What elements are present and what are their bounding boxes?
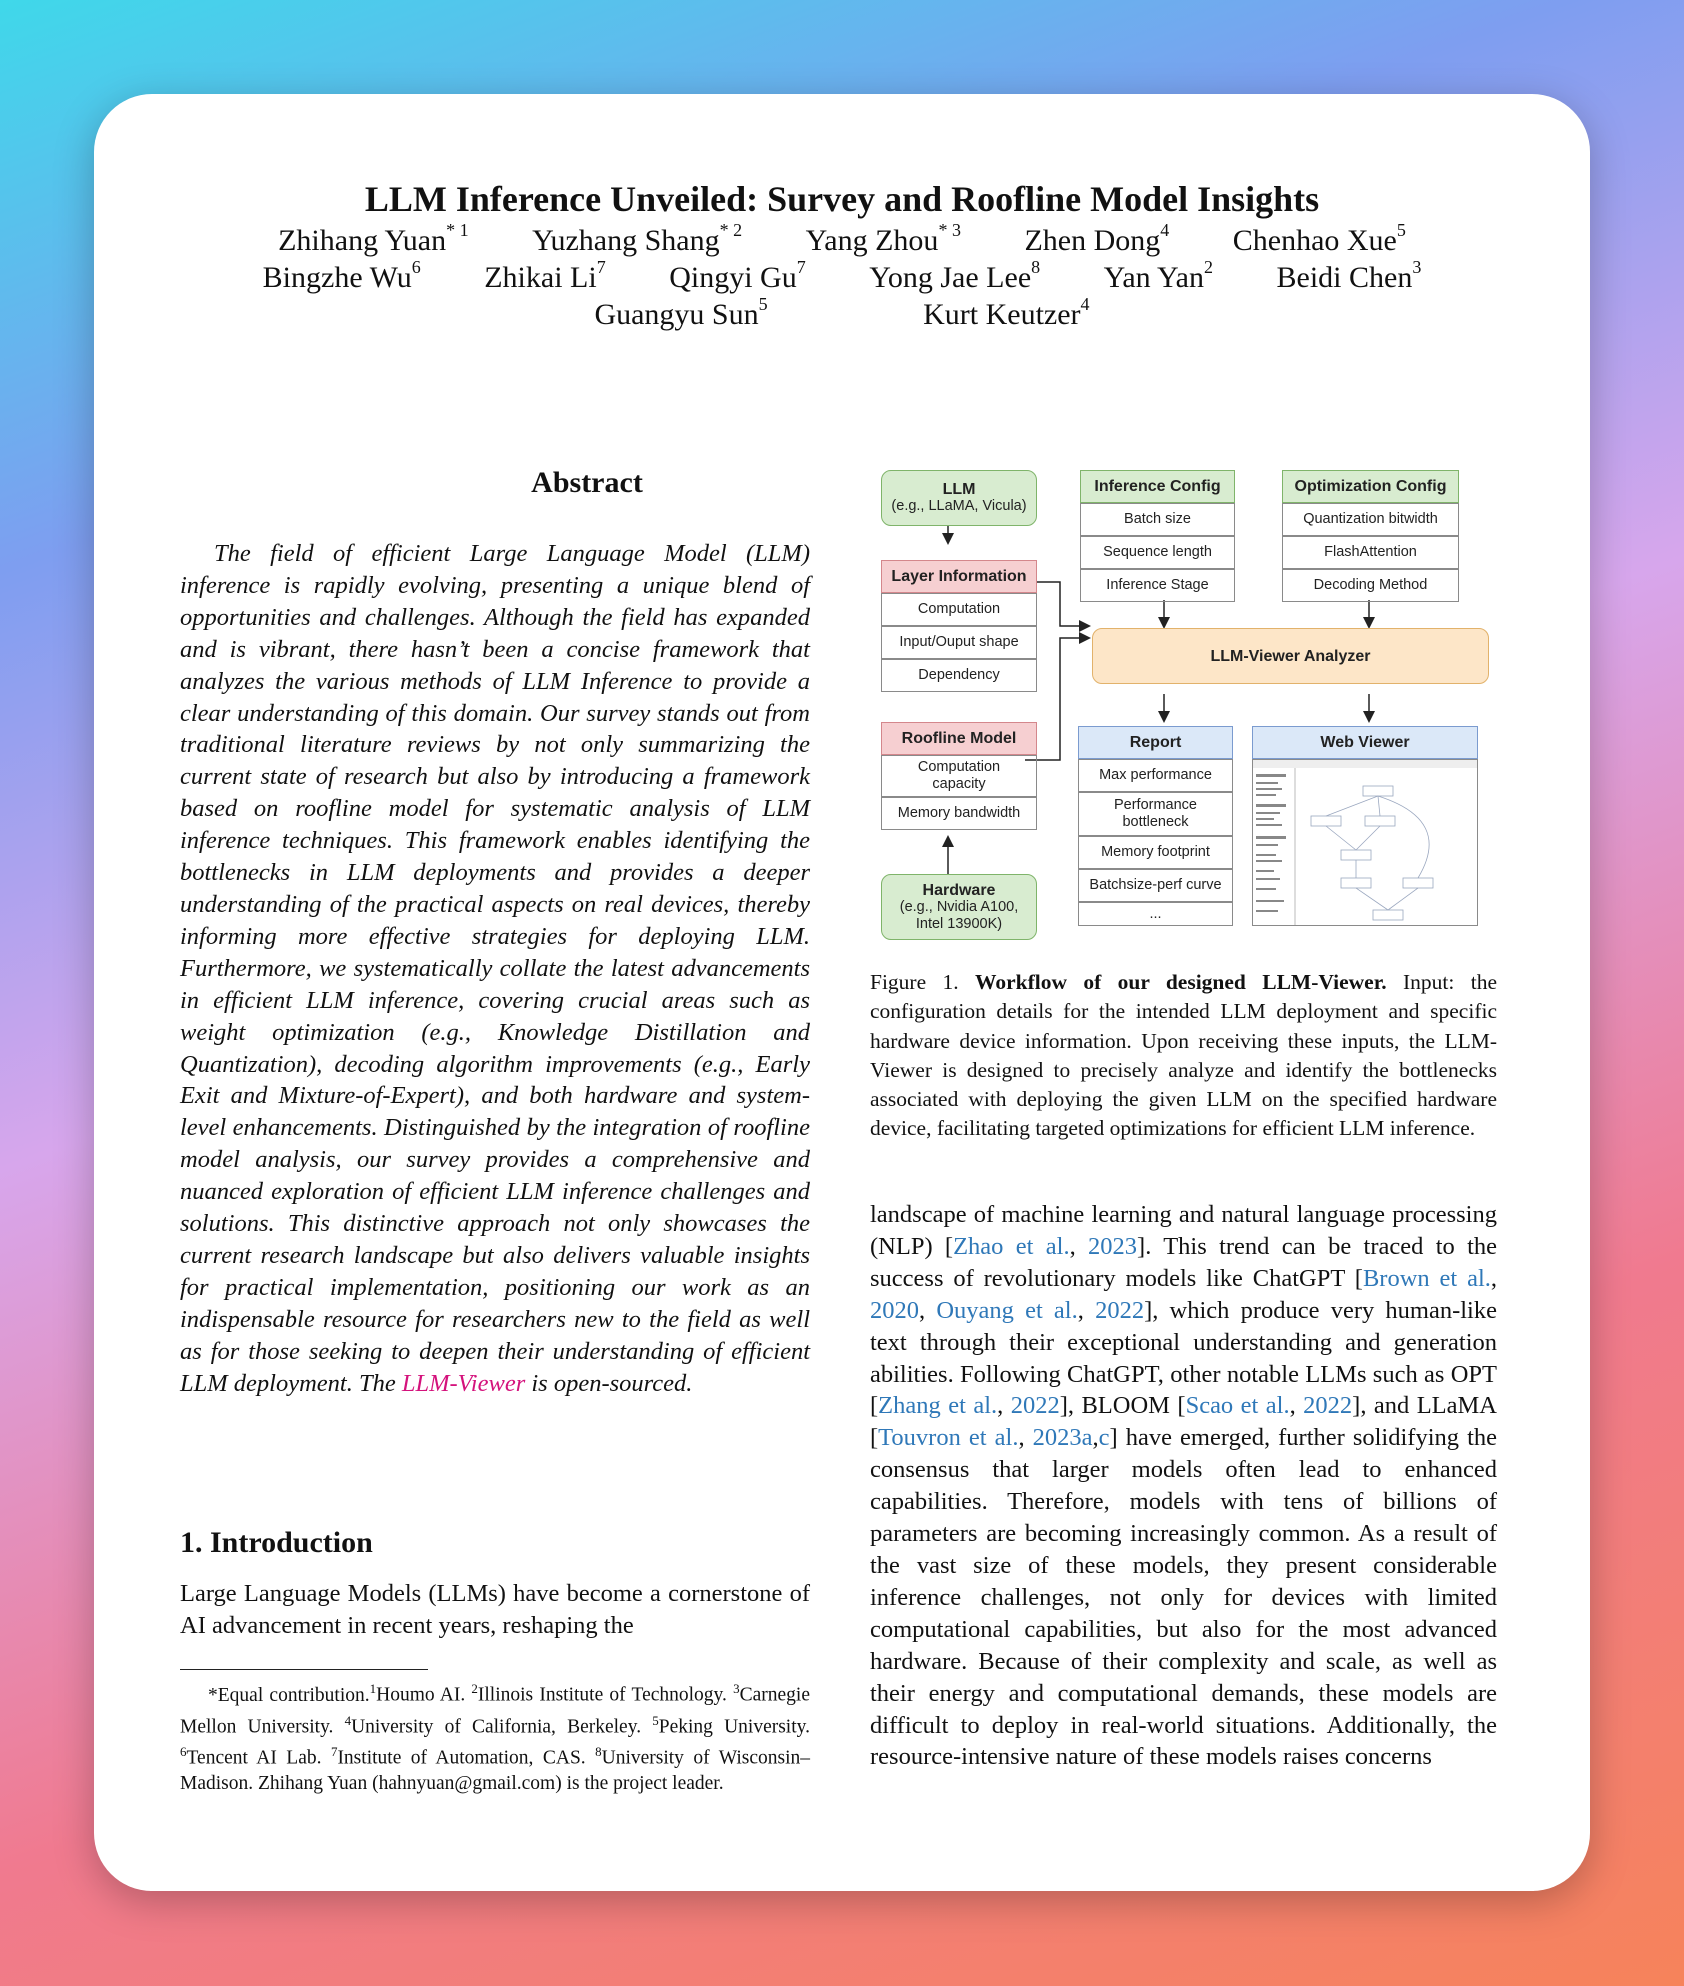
figure-caption: Figure 1. Workflow of our designed LLM-Viewer. Input: the configuration details for the intended LLM deployment and specific hardware device information. Upon receiving these inputs, the LLM-Viewer is designed to precisely analyze and identify the bottlenecks associated with deploying the given LLM on the specified hardware device, facilitating targeted optimizations for efficient LLM inference. bbox=[870, 970, 1498, 1141]
author: Zhihang Yuan$^{* 1}$ bbox=[278, 220, 469, 257]
intro-body: Large Language Models (LLMs) have become a cornerstone of AI advancement in recent years, reshaping the bbox=[180, 1580, 810, 1639]
author: Zhen Dong$^4$ bbox=[1024, 220, 1170, 257]
report-item: Performance bottleneck bbox=[1078, 792, 1233, 836]
author-row-2 bbox=[94, 257, 1590, 295]
report-header: Report bbox=[1078, 726, 1233, 759]
citation-link[interactable]: 2023 bbox=[1088, 1232, 1138, 1260]
author: Beidi Chen$^3$ bbox=[1276, 257, 1422, 294]
inference-config-item: Batch size bbox=[1080, 503, 1235, 536]
author: Chenhao Xue$^5$ bbox=[1232, 220, 1406, 257]
citation-link[interactable]: Zhao et al. bbox=[953, 1232, 1070, 1260]
layer-info-item: Input/Ouput shape bbox=[881, 626, 1037, 659]
author: Qingyi Gu$^7$ bbox=[669, 257, 806, 294]
report-item: ... bbox=[1078, 902, 1233, 926]
author: Kurt Keutzer$^4$ bbox=[923, 294, 1090, 331]
layer-info-item: Computation bbox=[881, 593, 1037, 626]
author: Guangyu Sun$^5$ bbox=[594, 294, 768, 331]
citation-link[interactable]: Brown et al. bbox=[1362, 1264, 1491, 1292]
citation-link[interactable]: Touvron et al. bbox=[878, 1424, 1019, 1452]
llm-viewer-link[interactable]: LLM-Viewer bbox=[401, 1369, 526, 1397]
llm-box: LLM (e.g., LLaMA, Vicula) bbox=[881, 470, 1037, 526]
author-row-1 bbox=[94, 220, 1590, 258]
optimization-config-item: FlashAttention bbox=[1282, 536, 1459, 569]
author: Yuzhang Shang$^{* 2}$ bbox=[532, 220, 743, 257]
inference-config-item: Inference Stage bbox=[1080, 569, 1235, 602]
author: Bingzhe Wu$^6$ bbox=[262, 257, 421, 294]
workflow-figure bbox=[870, 470, 1497, 940]
inference-config-item: Sequence length bbox=[1080, 536, 1235, 569]
abstract-body: The field of efficient Large Language Model (LLM) inference is rapidly evolving, presenting a unique blend of opportunities and challenges. Although the field has expanded and is vibrant, there hasn’t been a concise framework that analyzes the various methods of LLM Inference to provide a clear understanding of this domain. Our survey stands out from traditional literature reviews by not only summarizing the current state of research but also by introducing a framework based on roofline model for systematic analysis of LLM inference techniques. This framework enables identifying the bottlenecks in LLM deployments and provides a deeper understanding of the practical aspects on real devices, thereby informing more effective strategies for deploying LLM. Furthermore, we systematically collate the latest advancements in efficient LLM inference, covering crucial areas such as weight optimization (e.g., Knowledge Distillation and Quantization), decoding algorithm improvements (e.g., Early Exit and Mixture-of-Expert), and both hardware and system-level enhancements. Distinguished by the integration of roofline model analysis, our survey provides a comprehensive and nuanced exploration of efficient LLM inference challenges and solutions. This distinctive approach not only showcases the current research landscape but also delivers valuable insights for practical implementation, positioning our work as an indispensable resource for researchers new to the field as well as for those seeking to deepen their understanding of efficient LLM deployment. The LLM-Viewer is open-sourced. bbox=[180, 540, 810, 1397]
roofline-header: Roofline Model bbox=[881, 722, 1037, 755]
hardware-box: Hardware (e.g., Nvidia A100, Intel 13900K) bbox=[881, 874, 1037, 940]
right-column-body: landscape of machine learning and natural language processing (NLP) [Zhao et al., 2023]. This trend can be traced to the success of revolutionary models like ChatGPT [Brown et al., 2020, Ouyang et al., 2022], which produce very human-like text through their exceptional understanding and generation abilities. Following ChatGPT, other notable LLMs such as OPT [Zhang et al., 2022], BLOOM [Scao et al., 2022], and LLaMA [Touvron et al., 2023a,c] have emerged, further solidifying the consensus that larger models often lead to enhanced capabilities. Therefore, models with tens of billions of parameters are becoming increasingly common. As a result of the vast size of these models, they present considerable inference challenges, not only for devices with limited computational capabilities, but also for the most advanced hardware. Because of their complexity and scale, as well as their energy and computational demands, these models are difficult to deploy in real-world situations. Additionally, the resource-intensive nature of these models raises concerns bbox=[870, 1201, 1498, 1771]
author-row-3 bbox=[94, 294, 1590, 332]
footnote-rule bbox=[180, 1669, 428, 1670]
author: Yong Jae Lee$^8$ bbox=[869, 257, 1041, 294]
optimization-config-item: Quantization bitwidth bbox=[1282, 503, 1459, 536]
web-viewer-screenshot-graphic bbox=[1253, 760, 1477, 925]
roofline-item: Computation capacity bbox=[881, 755, 1037, 797]
author: Yan Yan$^2$ bbox=[1103, 257, 1213, 294]
citation-link[interactable]: 2020 bbox=[870, 1296, 919, 1324]
abstract-heading: Abstract bbox=[531, 466, 643, 499]
citation-link[interactable]: 2023a bbox=[1032, 1424, 1093, 1452]
report-item: Max performance bbox=[1078, 759, 1233, 792]
layer-info-item: Dependency bbox=[881, 659, 1037, 692]
citation-link[interactable]: Scao et al. bbox=[1185, 1392, 1290, 1420]
citation-link[interactable]: 2022 bbox=[1010, 1392, 1060, 1420]
footnote: *Equal contribution.$^1$Houmo AI. $^2$Illinois Institute of Technology. $^3$Carnegie Mellon University. $^4$University of California, Berkeley. $^5$Peking University. $^6$Tencent AI Lab. $^7$Institute of Automation, CAS. $^8$University of Wisconsin–Madison. Zhihang Yuan (hahnyuan@gmail.com) is the project leader. bbox=[180, 1681, 810, 1794]
web-viewer-header: Web Viewer bbox=[1252, 726, 1478, 759]
inference-config-header: Inference Config bbox=[1080, 470, 1235, 503]
paper-title: LLM Inference Unveiled: Survey and Roofline Model Insights bbox=[364, 179, 1320, 219]
bottom-fade bbox=[150, 1801, 1534, 1891]
intro-heading: 1. Introduction bbox=[180, 1526, 373, 1559]
layer-info-header: Layer Information bbox=[881, 560, 1037, 593]
citation-link[interactable]: c bbox=[1098, 1424, 1110, 1452]
citation-link[interactable]: Ouyang et al. bbox=[936, 1296, 1078, 1324]
author: Zhikai Li$^7$ bbox=[484, 257, 606, 294]
report-item: Memory footprint bbox=[1078, 836, 1233, 869]
citation-link[interactable]: 2022 bbox=[1303, 1392, 1353, 1420]
web-viewer-thumbnail bbox=[1252, 759, 1478, 926]
roofline-item: Memory bandwidth bbox=[881, 797, 1037, 830]
optimization-config-item: Decoding Method bbox=[1282, 569, 1459, 602]
optimization-config-header: Optimization Config bbox=[1282, 470, 1459, 503]
citation-link[interactable]: 2022 bbox=[1095, 1296, 1145, 1324]
paper-page bbox=[94, 94, 1590, 1891]
report-item: Batchsize-perf curve bbox=[1078, 869, 1233, 902]
author: Yang Zhou$^{* 3}$ bbox=[805, 220, 961, 257]
citation-link[interactable]: Zhang et al. bbox=[878, 1392, 998, 1420]
analyzer-box: LLM-Viewer Analyzer bbox=[1092, 628, 1489, 684]
paper-card bbox=[94, 94, 1590, 1891]
